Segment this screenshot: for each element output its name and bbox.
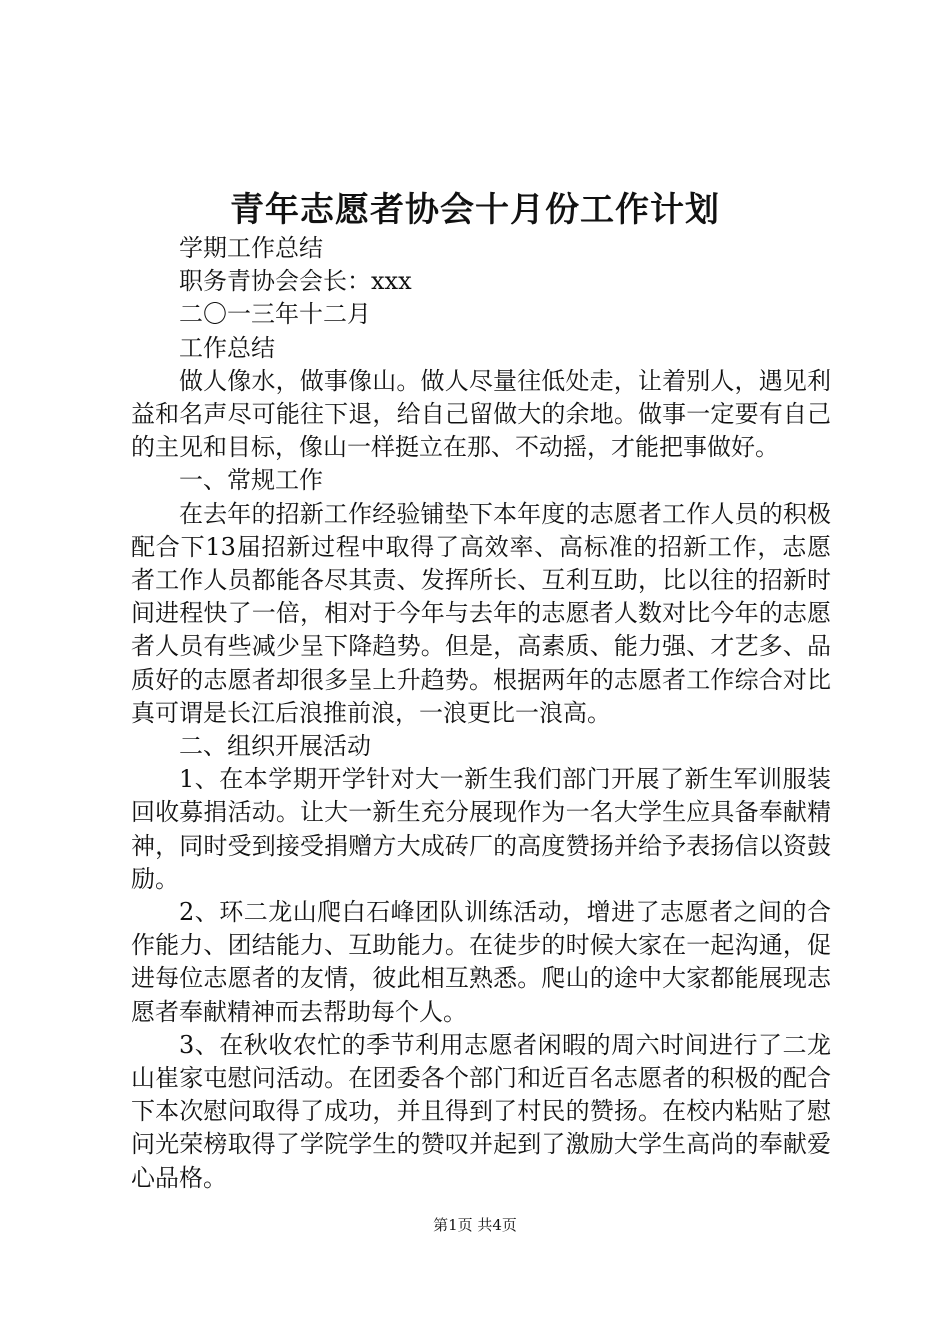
section-heading-activities: 二、组织开展活动	[179, 731, 371, 760]
paragraph-routine-work: 在去年的招新工作经验铺垫下本年度的志愿者工作人员的积极配合下13届招新过程中取得了高效率、高标准的招新工作，志愿者工作人员都能各尽其责、发挥所长、互利互助，比以往的招新时间进程快了一倍，相对于今年与去年的志愿者人数对比今年的志愿者人员有些减少呈下降趋势。但是，高素质、能力强、才艺多、品质好的志愿者却很多呈上升趋势。根据两年的志愿者工作综合对比真可谓是长江后浪推前浪，一浪更比一浪高。	[131, 499, 831, 727]
paragraph-activity-1: 1、在本学期开学针对大一新生我们部门开展了新生军训服装回收募捐活动。让大一新生充分展现作为一名大学生应具备奉献精神，同时受到接受捐赠方大成砖厂的高度赞扬并给予表扬信以资鼓励。	[131, 765, 831, 893]
page-footer: 第1页 共4页	[433, 1216, 517, 1234]
paragraph-intro: 做人像水，做事像山。做人尽量往低处走，让着别人，遇见利益和名声尽可能往下退，给自己留做大的余地。做事一定要有自己的主见和目标，像山一样挺立在那、不动摇，才能把事做好。	[131, 366, 831, 462]
header-line-work-summary: 工作总结	[179, 333, 275, 362]
header-line-position: 职务青协会会长：xxx	[179, 267, 412, 296]
document-title: 青年志愿者协会十月份工作计划	[230, 190, 720, 230]
header-line-date: 二〇一三年十二月	[179, 300, 371, 329]
paragraph-activity-3: 3、在秋收农忙的季节利用志愿者闲暇的周六时间进行了二龙山崔家屯慰问活动。在团委各个部门和近百名志愿者的积极的配合下本次慰问取得了成功，并且得到了村民的赞扬。在校内粘贴了慰问光荣榜取得了学院学生的赞叹并起到了激励大学生高尚的奉献爱心品格。	[131, 1030, 831, 1192]
section-heading-routine-work: 一、常规工作	[179, 466, 323, 495]
paragraph-activity-2: 2、环二龙山爬白石峰团队训练活动，增进了志愿者之间的合作能力、团结能力、互助能力。在徒步的时候大家在一起沟通，促进每位志愿者的友情，彼此相互熟悉。爬山的途中大家都能展现志愿者奉献精神而去帮助每个人。	[131, 897, 831, 1026]
header-line-summary: 学期工作总结	[179, 234, 323, 262]
document-body	[131, 232, 831, 1195]
